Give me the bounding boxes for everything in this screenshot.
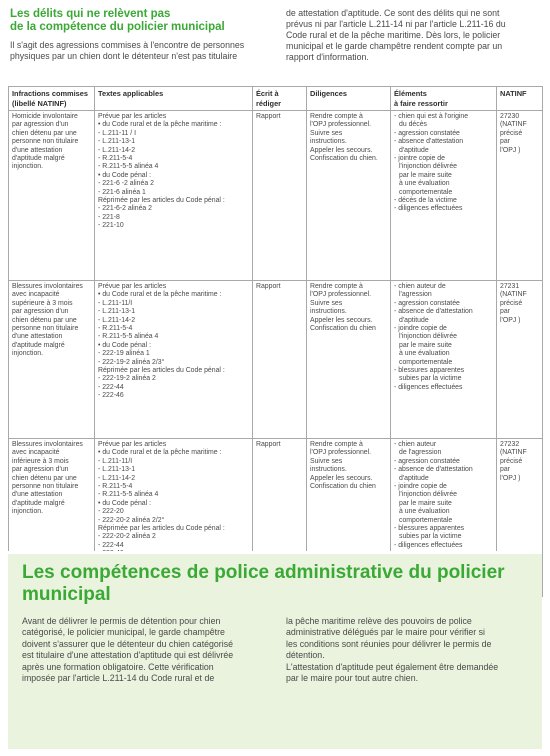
text-line: comportementale [399, 516, 453, 524]
table-header-row [9, 87, 543, 111]
top-left-column [10, 8, 268, 62]
text-line: de l'agression [399, 449, 442, 457]
text-line: Homicide involontaire [12, 113, 78, 120]
text-line: - L.211-11/I [98, 299, 133, 307]
text-line: Éléments [394, 89, 427, 98]
text-line: l'injonction délivrée [399, 333, 458, 341]
cell-infraction [9, 281, 95, 439]
text-line: à faire ressortir [394, 98, 448, 108]
text-line: - 222-19-2 alinéa 2/3° [98, 358, 165, 366]
text-line: (NATINF [500, 449, 527, 457]
text-line: d'aptitude malgré [12, 499, 65, 507]
text-line: - R.211-5-5 alinéa 4 [98, 491, 159, 499]
text-line: Rapport [256, 283, 281, 290]
text-line: par le maire suite [399, 341, 452, 349]
continuation-line: de attestation d'aptitude. Ce sont des délits qui ne sont [286, 8, 500, 18]
cell-ecrit [253, 281, 307, 439]
text-line: - L.211-11 / I [98, 129, 137, 137]
text-line: - R.211-5-5 alinéa 4 [98, 163, 159, 171]
text-line: • du Code rural et de la pêche maritime : [98, 449, 222, 457]
panel-left-column [22, 616, 268, 684]
text-line: subies par la victime [399, 375, 462, 383]
text-line: chien détenu par une [12, 474, 77, 482]
text-line: - diligences effectuées [394, 383, 463, 391]
text-line: - R.211-5-4 [98, 325, 133, 333]
text-line: - R.211-5-4 [98, 483, 133, 491]
title-line: de la compétence du policier municipal [10, 21, 225, 33]
text-line: Appeler les secours. [310, 474, 373, 482]
text-line: - L.211-13-1 [98, 466, 136, 474]
text-line: - absence d'attestation [394, 138, 464, 146]
text-line: Appeler les secours. [310, 316, 373, 324]
text-line: par le maire pour tout autre chien. [286, 673, 419, 684]
text-line: par le maire suite [399, 499, 452, 507]
text-line: Prévue par les articles [98, 441, 167, 448]
text-line: - 221-6 alinéa 1 [98, 188, 146, 196]
text-line: (libellé NATINF) [12, 98, 67, 108]
text-line: détention. [286, 650, 325, 661]
text-line: - absence de d'attestation [394, 466, 473, 474]
text-line: administrative délégués par le maire pour vérifier si [286, 627, 485, 638]
text-line: • du Code pénal : [98, 171, 151, 179]
text-line: - chien qui est à l'origine [394, 113, 469, 120]
text-line: - L.211-14-2 [98, 316, 136, 324]
text-line: - agression constatée [394, 457, 460, 465]
text-line: Suivre ses [310, 457, 343, 465]
header-textes [95, 87, 253, 111]
text-line: Rapport [256, 113, 281, 120]
text-line: Prévue par les articles [98, 283, 167, 290]
text-line: injonction. [12, 163, 44, 171]
text-line: (NATINF [500, 121, 527, 129]
text-line: - 221-10 [98, 222, 124, 230]
text-line: l'OPJ ) [500, 316, 521, 324]
text-line: à une évaluation [399, 508, 450, 516]
text-line: - 221-8 [98, 213, 120, 221]
text-line: comportementale [399, 188, 453, 196]
text-line: personne non titulaire [12, 325, 79, 333]
text-line: par agression d'un [12, 308, 69, 316]
text-line: - 222-44 [98, 383, 124, 391]
text-line: injonction. [12, 508, 44, 516]
text-line: Confiscation du chien. [310, 155, 378, 163]
text-line: inférieure à 3 mois [12, 457, 69, 465]
text-line: - chien auteur [394, 441, 437, 448]
text-line: l'OPJ ) [500, 146, 521, 154]
text-line: Écrit à [256, 89, 279, 98]
text-line: - diligences effectuées [394, 541, 463, 549]
table-row [9, 281, 543, 439]
cell-textes [95, 281, 253, 439]
text-line: - agression constatée [394, 299, 460, 307]
header-natinf [497, 87, 543, 111]
text-line: instructions. [310, 308, 347, 316]
text-line: la pêche maritime relève des pouvoirs de police [286, 616, 472, 626]
continuation-line: municipal et le garde champêtre rendent compte par un [286, 41, 503, 51]
text-line: - R.211-5-5 alinéa 4 [98, 333, 159, 341]
text-line: Rendre compte à [310, 441, 363, 448]
intro-line: physiques par un chien dont le détenteur n'est pas titulaire [10, 51, 238, 61]
text-line: personne non titulaire [12, 138, 79, 146]
text-line: • du Code pénal : [98, 341, 151, 349]
panel-title: Les compétences de police administrative du policier municipal [22, 562, 505, 605]
administrative-police-panel [8, 551, 542, 749]
text-line: Suivre ses [310, 129, 343, 137]
text-line: - diligences effectuées [394, 205, 463, 213]
text-line: 27231 [500, 283, 520, 290]
text-line: chien détenu par une [12, 129, 77, 137]
text-line: par agression d'un [12, 466, 69, 474]
section-title [10, 8, 268, 34]
text-line: d'une attestation [12, 491, 63, 499]
text-line: d'une attestation [12, 333, 63, 341]
cell-infraction [9, 111, 95, 281]
top-right-column [286, 8, 542, 63]
cell-elements [391, 281, 497, 439]
text-line: par agression d'un [12, 121, 69, 129]
text-line: Confiscation du chien [310, 483, 376, 491]
continuation-line: Code rural et de la pêche maritime. Dès lors, le policier [286, 30, 501, 40]
text-line: Réprimée par les articles du Code pénal : [98, 197, 225, 205]
text-line: - chien auteur de [394, 283, 446, 290]
header-elements [391, 87, 497, 111]
table-row [9, 111, 543, 281]
header-infractions [9, 87, 95, 111]
text-line: Diligences [310, 89, 347, 98]
text-line: précisé [500, 299, 523, 307]
text-line: NATINF [500, 89, 527, 98]
text-line: à une évaluation [399, 350, 450, 358]
text-line: Confiscation du chien [310, 325, 376, 333]
text-line: instructions. [310, 466, 347, 474]
text-line: personne non titulaire [12, 483, 79, 491]
text-line: l'agression [399, 291, 432, 299]
text-line: l'injonction délivrée [399, 491, 458, 499]
text-line: d'aptitude [399, 474, 429, 482]
text-line: - absence de d'attestation [394, 308, 473, 316]
text-line: par [500, 466, 510, 474]
text-line: supérieure à 3 mois [12, 299, 73, 307]
text-line: - 222-44 [98, 541, 124, 549]
continuation-line: prévus ni par l'article L.211-14 ni par l'article L.211-16 du [286, 19, 506, 29]
text-line: chien détenu par une [12, 316, 77, 324]
title-line: Les délits qui ne relèvent pas [10, 8, 171, 20]
cell-natinf [497, 281, 543, 439]
text-line: Textes applicables [98, 89, 164, 98]
cell-textes [95, 111, 253, 281]
text-line: - L.211-13-1 [98, 138, 136, 146]
text-line: - R.211-5-4 [98, 155, 133, 163]
text-line: - 222-46 [98, 392, 124, 400]
text-line: • du Code pénal : [98, 499, 151, 507]
text-line: - 222-20 [98, 508, 124, 516]
text-line: • du Code rural et de la pêche maritime : [98, 121, 222, 129]
text-line: d'une attestation [12, 146, 63, 154]
header-ecrit [253, 87, 307, 111]
panel-right-column [286, 616, 532, 684]
header-diligences [307, 87, 391, 111]
text-line: précisé [500, 129, 523, 137]
text-line: - 221-6-2 alinéa 2 [98, 205, 153, 213]
text-line: - 222-20-2 alinéa 2/2° [98, 516, 165, 524]
text-line: Blessures involontaires [12, 283, 83, 290]
text-line: par [500, 138, 510, 146]
text-line: Rendre compte à [310, 113, 363, 120]
text-line: catégorisé, le policier municipal, le garde champêtre [22, 627, 225, 638]
text-line: - L.211-14-2 [98, 146, 136, 154]
cell-diligences [307, 281, 391, 439]
text-line: 27232 [500, 441, 520, 448]
text-line: d'aptitude [399, 146, 429, 154]
text-line: par le maire suite [399, 171, 452, 179]
text-line: instructions. [310, 138, 347, 146]
text-line: subies par la victime [399, 533, 462, 541]
text-line: d'aptitude malgré [12, 341, 65, 349]
continuation-line: rapport d'information. [286, 52, 369, 62]
text-line: par [500, 308, 510, 316]
text-line: Rendre compte à [310, 283, 363, 290]
text-line: rédiger [256, 98, 282, 108]
text-line: précisé [500, 457, 523, 465]
text-line: du décès [399, 121, 427, 129]
text-line: - jointre copie de [394, 155, 445, 163]
text-line: - L.211-13-1 [98, 308, 136, 316]
text-line: l'OPJ professionnel. [310, 291, 372, 299]
text-line: Appeler les secours. [310, 146, 373, 154]
text-line: avec incapacité [12, 449, 60, 457]
text-line: - agression constatée [394, 129, 460, 137]
intro-line: Il s'agit des agressions commises à l'encontre de personnes [10, 40, 245, 50]
text-line: les conditions sont réunies pour délivrer le permis de [286, 638, 492, 649]
text-line: Blessures involontaires [12, 441, 83, 448]
cell-ecrit [253, 111, 307, 281]
text-line: à une évaluation [399, 180, 450, 188]
text-line: - 222-20-2 alinéa 2 [98, 533, 156, 541]
text-line: Réprimée par les articles du Code pénal : [98, 367, 225, 375]
text-line: d'aptitude [399, 316, 429, 324]
text-line: doivent s'assurer que le détenteur du chien catégorisé [22, 638, 233, 649]
infractions-table [8, 86, 543, 597]
continuation-paragraph [286, 8, 542, 63]
text-line: - blessures apparentes [394, 367, 465, 375]
text-line: Prévue par les articles [98, 113, 167, 120]
text-line: - blessures apparentes [394, 525, 465, 533]
text-line: comportementale [399, 358, 453, 366]
text-line: 27230 [500, 113, 520, 120]
text-line: - 221-6 -2 alinéa 2 [98, 180, 154, 188]
text-line: Rapport [256, 441, 281, 448]
text-line: - décès de la victime [394, 197, 457, 205]
text-line: - L.211-14-2 [98, 474, 136, 482]
text-line: Suivre ses [310, 299, 343, 307]
text-line: est titulaire d'une attestation d'aptitude qui est délivrée [22, 650, 234, 661]
intro-paragraph [10, 40, 268, 62]
text-line: d'aptitude malgré [12, 155, 65, 163]
cell-natinf [497, 111, 543, 281]
text-line: - 222-19-2 alinéa 2 [98, 375, 156, 383]
text-line: - 222-19 alinéa 1 [98, 350, 150, 358]
text-line: Réprimée par les articles du Code pénal : [98, 525, 225, 533]
text-line: l'OPJ ) [500, 474, 521, 482]
text-line: (NATINF [500, 291, 527, 299]
cell-elements [391, 111, 497, 281]
text-line: Avant de délivrer le permis de détention pour chien [22, 616, 221, 626]
text-line: l'injonction délivrée [399, 163, 458, 171]
text-line: imposée par l'article L.211-14 du Code rural et de [22, 673, 215, 684]
text-line: - joindre copie de [394, 325, 447, 333]
text-line: • du Code rural et de la pêche maritime : [98, 291, 222, 299]
text-line: - joindre copie de [394, 483, 447, 491]
text-line: avec incapacité [12, 291, 60, 299]
text-line: - L.211-11/I [98, 457, 133, 465]
cell-diligences [307, 111, 391, 281]
text-line: Infractions commises [12, 89, 88, 98]
text-line: l'OPJ professionnel. [310, 121, 372, 129]
text-line: après une formation obligatoire. Cette vérification [22, 661, 214, 672]
text-line: injonction. [12, 350, 44, 358]
text-line: l'OPJ professionnel. [310, 449, 372, 457]
text-line: L'attestation d'aptitude peut également être demandée [286, 661, 499, 672]
